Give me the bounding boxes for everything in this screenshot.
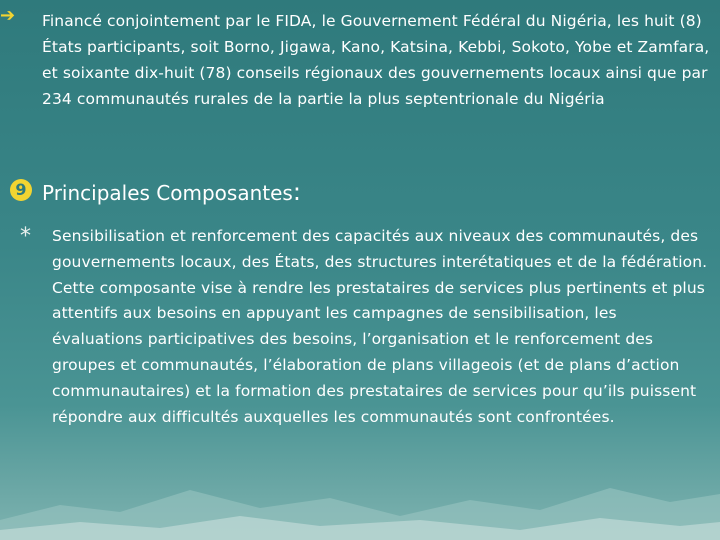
- number-nine-circle-icon: 9: [10, 179, 32, 201]
- section-title-colon: :: [292, 178, 301, 206]
- intro-paragraph: Financé conjointement par le FIDA, le Gouvernement Fédéral du Nigéria, les huit (8) États participants, soit Borno, Jigawa, Kano, Katsina, Kebbi, Sokoto, Yobe et Zamfara, et soixante dix-huit (78) conseils régionaux des gouvernements locaux ainsi que par 234 communautés rurales de la partie la plus septentrionale du Nigéria: [42, 12, 710, 108]
- asterisk-bullet-icon: *: [20, 224, 31, 249]
- section-heading: [10, 176, 610, 216]
- mountain-background: [0, 450, 720, 540]
- section-title-wrapper: [42, 176, 301, 209]
- section-title: Principales Composantes: [42, 181, 293, 205]
- component-paragraph: Sensibilisation et renforcement des capacités aux niveaux des communautés, des gouvernements locaux, des États, des structures interétatiques et de la fédération. Cette composante vise à rendre les prestataires de services plus pertinents et plus attentifs aux besoins en appuyant les campagnes de sensibilisation, les évaluations participatives des besoins, l’organisation et le renforcement des groupes et communautés, l’élaboration de plans villageois (et de plans d’action communautaires) et la formation des prestataires de services pour qu’ils puissent répondre aux difficultés auxquelles les communautés sont confrontées.: [52, 227, 708, 426]
- arrow-right-icon: ➔: [0, 5, 16, 26]
